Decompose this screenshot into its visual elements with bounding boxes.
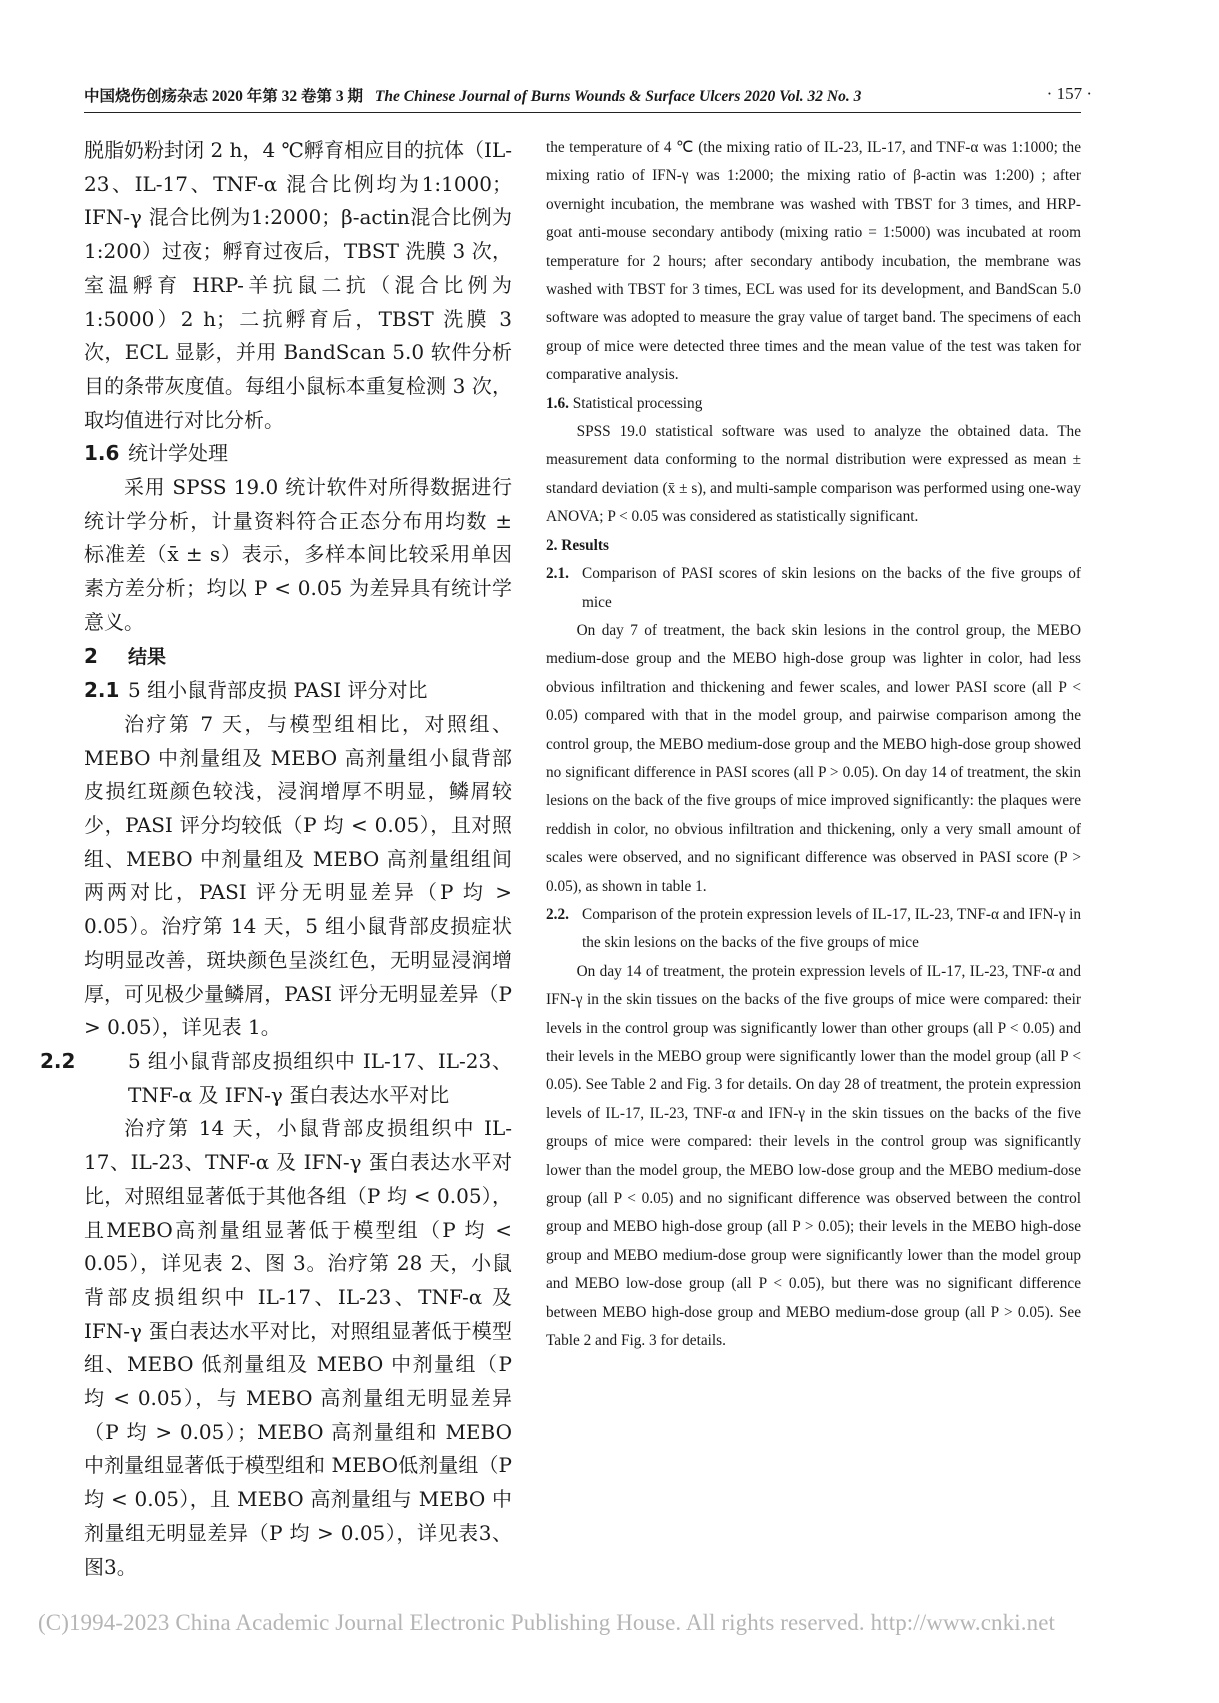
section-number: 2.1: [84, 678, 120, 703]
paragraph-pasi-cn: 治疗第 7 天，与模型组相比，对照组、MEBO 中剂量组及 MEBO 高剂量组小鼠背部皮损红斑颜色较浅，浸润增厚不明显，鳞屑较少，PASI 评分均较低（P 均 < 0.05），且对照组、MEBO 中剂量组及 MEBO 高剂量组组间两两对比，PASI 评分无明显差异（P 均 > 0.05）。治疗第 14 天，5 组小鼠背部皮损症状均明显改善，斑块颜色呈淡红色，无明显浸润增厚，可见极少量鳞屑，PASI 评分无明显差异（P > 0.05），详见表 1。: [84, 711, 512, 1040]
running-header: [84, 84, 1092, 114]
paragraph-protein-cn: 治疗第 14 天，小鼠背部皮损组织中 IL-17、IL-23、TNF-α 及 IFN-γ 蛋白表达水平对比，对照组显著低于其他各组（P 均 < 0.05），且MEBO高剂量组显著低于模型组（P 均 < 0.05），详见表 2、图 3。治疗第 28 天，小鼠背部皮损组织中 IL-17、IL-23、TNF-α 及 IFN-γ 蛋白表达水平对比，对照组显著低于模型组、MEBO 低剂量组及 MEBO 中剂量组（P 均 < 0.05），与 MEBO 高剂量组无明显差异（P 均 > 0.05）；MEBO 高剂量组和 MEBO 中剂量组显著低于模型组和 MEBO低剂量组（P 均 < 0.05），且 MEBO 高剂量组与 MEBO 中剂量组无明显差异（P 均 > 0.05），详见表3、图3。: [84, 1116, 512, 1579]
section-number: 1.6.: [546, 394, 569, 412]
section-title: 结果: [128, 645, 167, 668]
section-number: 2: [84, 643, 98, 668]
section-title: 统计学处理: [128, 441, 228, 466]
paragraph-protein-en: On day 14 of treatment, the protein expression levels of IL-17, IL-23, TNF-α and IFN-γ in the skin tissues on the backs of the five groups of mice were compared: their levels in the control group was significantly lower than other groups (all P < 0.05) and their levels in the MEBO group were significantly lower than the model group (all P < 0.05). See Table 2 and Fig. 3 for details. On day 28 of treatment, the protein expression levels of IL-17, IL-23, TNF-α and IFN-γ in the skin tissues on the backs of the five groups of mice were compared: their levels in the control group was significantly lower than the model group, the MEBO low-dose group and the MEBO medium-dose group (all P < 0.05) and no significant difference was observed between the control group and MEBO high-dose group (all P > 0.05); their levels in the MEBO high-dose group and MEBO medium-dose group were significantly lower than the model group and MEBO low-dose group (all P < 0.05), but there was no significant difference between MEBO high-dose group and MEBO medium-dose group (all P > 0.05). See Table 2 and Fig. 3 for details.: [546, 962, 1081, 1350]
paragraph-methods-en: the temperature of 4 ℃ (the mixing ratio of IL-23, IL-17, and TNF-α was 1:1000; the mixing ratio of IFN-γ was 1:2000; the mixing ratio of β-actin was 1:200) ; after overnight incubation, the membrane was washed with TBST for 3 times, and HRP-goat anti-mouse secondary antibody (mixing ratio = 1:5000) was incubated at room temperature for 2 hours; after secondary antibody incubation, the membrane was washed with TBST for 3 times, ECL was used for its development, and BandScan 5.0 software was adopted to measure the gray value of target band. The specimens of each group of mice were detected three times and the mean value of the test was taken for comparative analysis.: [546, 139, 1081, 384]
section-title: 5 组小鼠背部皮损 PASI 评分对比: [128, 678, 428, 703]
section-number: 2.2.: [546, 905, 569, 923]
section-heading-2-1-cn: [84, 674, 512, 708]
journal-title-cn: 中国烧伤创疡杂志 2020 年第 32 卷第 3 期: [84, 88, 364, 105]
section-heading-2-cn: [84, 640, 512, 675]
section-heading-1-6-en: [546, 390, 1081, 418]
section-number: 2.1.: [546, 565, 569, 583]
page-number: · 157 ·: [1046, 84, 1092, 103]
section-heading-2-2-en: [546, 901, 1081, 958]
section-title: 5 组小鼠背部皮损组织中 IL-17、IL-23、TNF-α 及 IFN-γ 蛋白表达水平对比: [128, 1048, 512, 1107]
header-divider: [84, 112, 1081, 113]
section-heading-2-en: 2. Results: [546, 536, 609, 554]
paragraph-statistics-cn: 采用 SPSS 19.0 统计软件对所得数据进行统计学分析，计量资料符合正态分布用均数 ± 标准差（x̄ ± s）表示，多样本间比较采用单因素方差分析；均以 P < 0.05 为差异具有统计学意义。: [84, 475, 512, 634]
section-number: 2.2: [40, 1048, 76, 1073]
section-number: 1.6: [84, 441, 120, 466]
section-heading-2-1-en: [546, 560, 1081, 617]
chinese-column: [40, 134, 512, 1584]
section-heading-2-2-cn: [40, 1045, 512, 1112]
section-title: Comparison of the protein expression levels of IL-17, IL-23, TNF-α and IFN-γ in the skin lesions on the backs of the five groups of mice: [582, 905, 1081, 952]
paragraph-statistics-en: SPSS 19.0 statistical software was used to analyze the obtained data. The measurement data conforming to the normal distribution were expressed as mean ± standard deviation (x̄ ± s), and multi-sample comparison was performed using one-way ANOVA; P < 0.05 was considered as statistically significant.: [546, 423, 1081, 526]
paragraph-methods-cn: 脱脂奶粉封闭 2 h，4 ℃孵育相应目的抗体（IL-23、IL-17、TNF-α 混合比例均为1:1000；IFN-γ 混合比例为1:2000；β-actin混合比例为1:200）过夜；孵育过夜后，TBST 洗膜 3 次，室温孵育 HRP-羊抗鼠二抗（混合比例为1:5000）2 h；二抗孵育后，TBST 洗膜 3 次，ECL 显影，并用 BandScan 5.0 软件分析目的条带灰度值。每组小鼠标本重复检测 3 次，取均值进行对比分析。: [84, 138, 512, 432]
english-column: [546, 134, 1081, 1355]
copyright-watermark: (C)1994-2023 China Academic Journal Electronic Publishing House. All rights reserved. http://www.cnki.net: [38, 1610, 1055, 1635]
section-title: Statistical processing: [572, 394, 703, 412]
journal-title-en: The Chinese Journal of Burns Wounds & Surface Ulcers 2020 Vol. 32 No. 3: [374, 88, 862, 105]
section-heading-1-6-cn: [84, 437, 512, 471]
section-title: Comparison of PASI scores of skin lesions on the backs of the five groups of mice: [582, 565, 1081, 611]
paragraph-pasi-en: On day 7 of treatment, the back skin lesions in the control group, the MEBO medium-dose group and the MEBO high-dose group was lighter in color, had less obvious infiltration and thickening and fewer scales, and lower PASI score (all P < 0.05) compared with that in the model group, and pairwise comparison among the control group, the MEBO medium-dose group and the MEBO high-dose group showed no significant difference in PASI scores (all P > 0.05). On day 14 of treatment, the skin lesions on the back of the five groups of mice improved significantly: the plaques were reddish in color, no obvious infiltration and thickening, only a very small amount of scales were observed, and no significant difference was observed in PASI score (P > 0.05), as shown in table 1.: [546, 621, 1081, 895]
